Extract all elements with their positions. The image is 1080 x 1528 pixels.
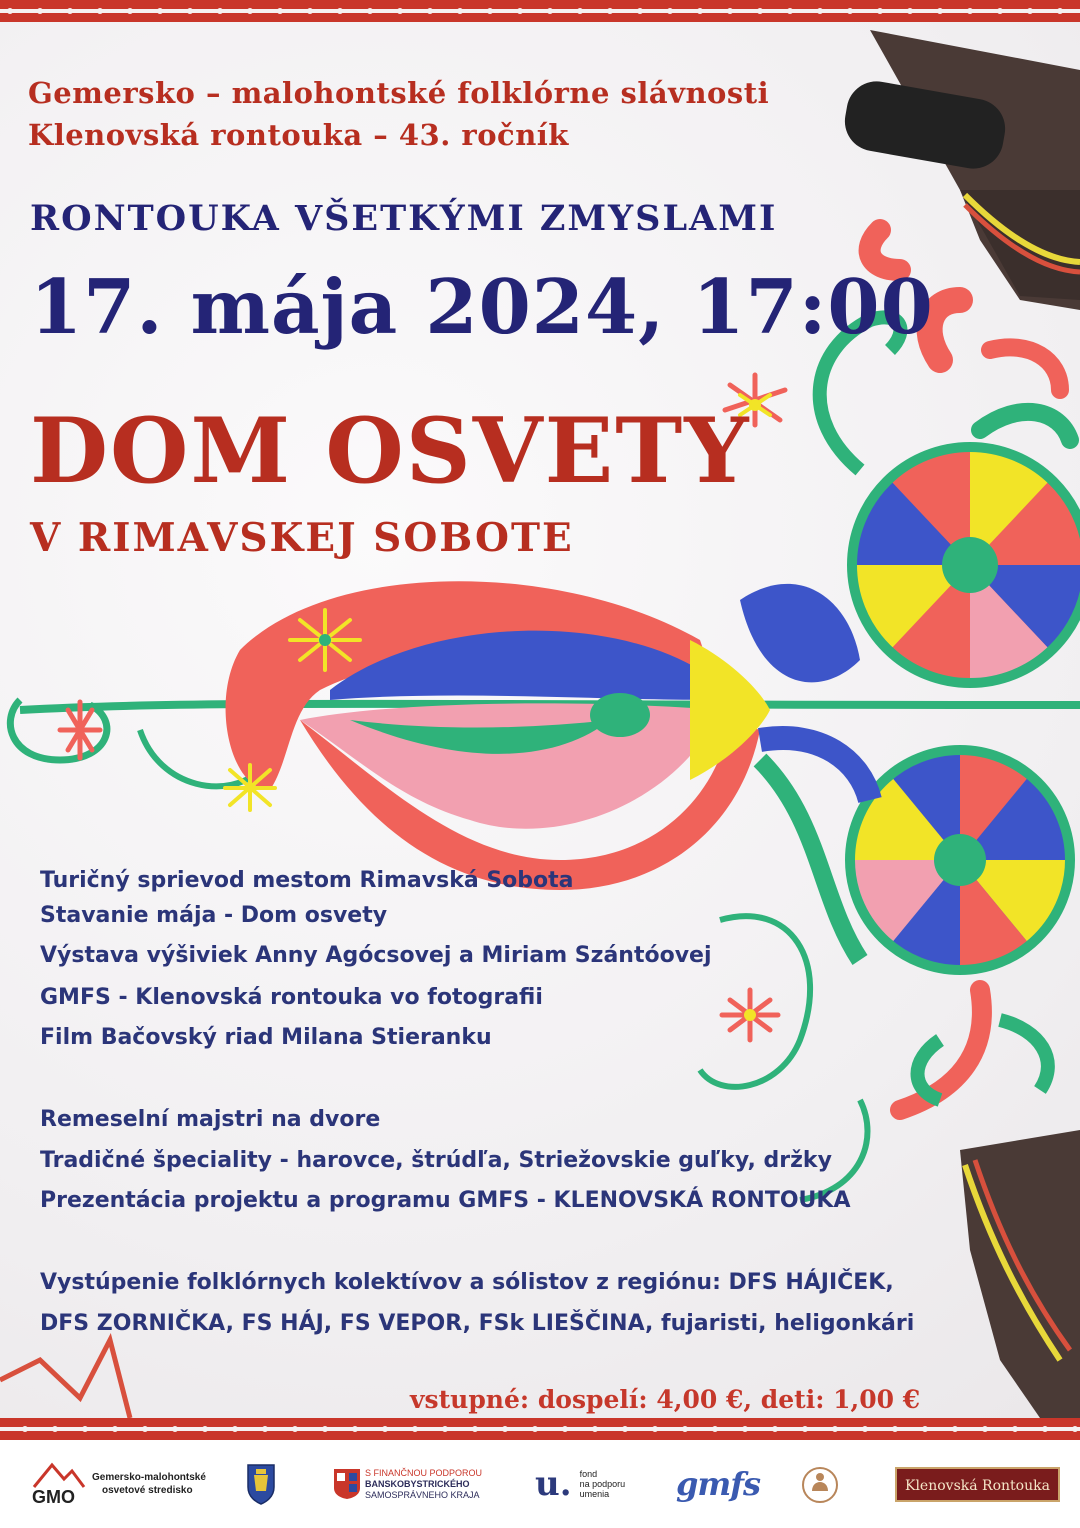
folk-seal-icon xyxy=(800,1461,840,1507)
bbsk-line3: SAMOSPRÁVNEHO KRAJA xyxy=(365,1489,480,1500)
event-theme: RONTOUKA VŠETKÝMI ZMYSLAMI xyxy=(30,198,778,239)
fpu-line1: fond xyxy=(579,1469,598,1479)
bbsk-line1: S FINANČNOU PODPOROU xyxy=(365,1467,483,1478)
event-date: 17. mája 2024, 17:00 xyxy=(30,263,934,351)
program-item: Film Bačovský riad Milana Stieranku xyxy=(40,1025,492,1050)
klenovska-label: Klenovská Rontouka xyxy=(905,1477,1050,1494)
program-item: GMFS - Klenovská rontouka vo fotografii xyxy=(40,985,543,1010)
program-item: Turičný sprievod mestom Rimavská Sobota xyxy=(40,868,574,893)
fpu-logo xyxy=(535,1440,625,1528)
fpu-mark: u. xyxy=(535,1464,572,1504)
program-item: Remeselní majstri na dvore xyxy=(40,1107,381,1132)
town-coat-of-arms xyxy=(246,1440,276,1528)
festival-name: Gemersko – malohontské folklórne slávnosti xyxy=(28,76,770,110)
gmfs-mark: gmfs xyxy=(676,1465,761,1503)
program-item: Stavanie mája - Dom osvety xyxy=(40,903,388,928)
program-item: Výstava výšiviek Anny Agócsovej a Miriam Szántóovej xyxy=(40,943,712,968)
venue-name: DOM OSVETY xyxy=(30,398,751,504)
gemer-malohont-seal xyxy=(800,1440,840,1528)
program-item: Prezentácia projektu a programu GMFS - KLENOVSKÁ RONTOUKA xyxy=(40,1188,851,1213)
gmo-logo xyxy=(30,1440,206,1528)
program-item: Vystúpenie folklórnych kolektívov a sólistov z regiónu: DFS HÁJIČEK, xyxy=(40,1270,894,1295)
coat-of-arms-icon xyxy=(246,1463,276,1505)
fpu-line2: na podporu xyxy=(579,1479,626,1489)
bbsk-logo xyxy=(333,1440,482,1528)
gmo-name-line2: osvetové stredisko xyxy=(102,1485,193,1496)
mountain-icon xyxy=(30,1459,86,1489)
gmo-mark: GMO xyxy=(32,1487,75,1507)
sponsor-footer xyxy=(0,1440,1080,1528)
klenovska-rontouka-logo xyxy=(895,1440,1060,1528)
gmo-name-line1: Gemersko-malohontské xyxy=(92,1472,206,1483)
program-item: Tradičné špeciality - harovce, štrúdľa, Striežovskie guľky, držky xyxy=(40,1148,832,1173)
venue-city: V RIMAVSKEJ SOBOTE xyxy=(30,515,574,561)
edition-line: Klenovská rontouka – 43. ročník xyxy=(28,118,569,152)
program-item: DFS ZORNIČKA, FS HÁJ, FS VEPOR, FSk LIEŠČINA, fujaristi, heligonkári xyxy=(40,1311,915,1336)
gmfs-logo xyxy=(676,1440,760,1528)
bbsk-shield-icon xyxy=(333,1468,361,1500)
fpu-line3: umenia xyxy=(579,1489,610,1499)
admission-fee: vstupné: dospelí: 4,00 €, deti: 1,00 € xyxy=(410,1385,921,1414)
bbsk-line2: BANSKOBYSTRICKÉHO xyxy=(365,1478,470,1489)
